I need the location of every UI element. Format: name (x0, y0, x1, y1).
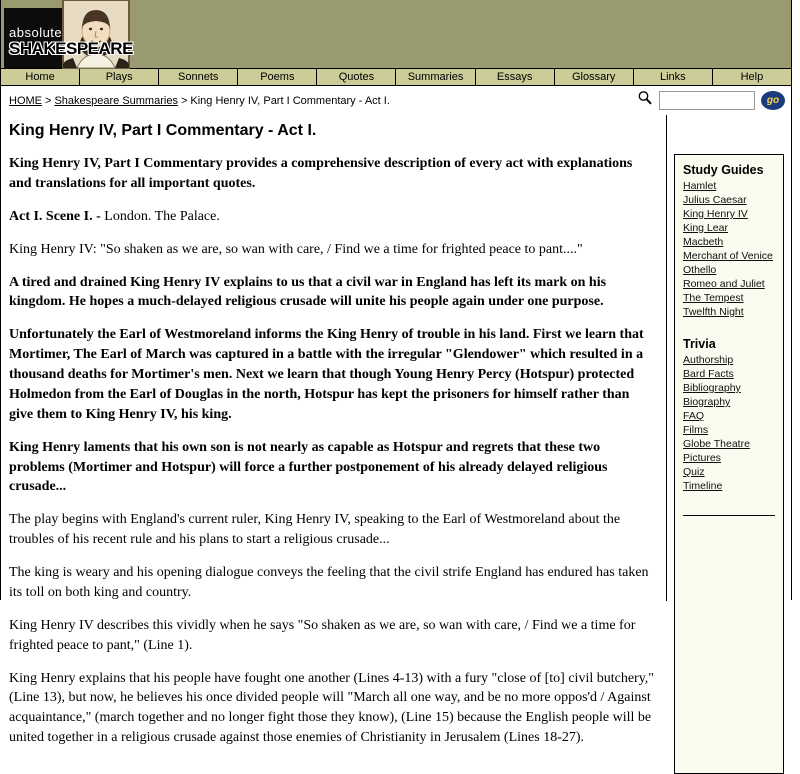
nav-item-glossary[interactable]: Glossary (555, 69, 634, 85)
commentary-paragraph: King Henry IV, Part I Commentary provides a comprehensive description of every act with explanations and translations for all important quotes. (9, 156, 633, 191)
commentary-paragraph: King Henry IV: "So shaken as we are, so wan with care, / Find we a time for frighted peace to pant...." (9, 241, 583, 257)
breadcrumb-current: King Henry IV, Part I Commentary - Act I. (190, 94, 390, 107)
sidebar-link-timeline[interactable]: Timeline (683, 480, 723, 492)
nav-item-summaries[interactable]: Summaries (396, 69, 475, 85)
nav-item-links[interactable]: Links (634, 69, 713, 85)
logo-text (9, 26, 133, 58)
sidebar-divider (683, 515, 775, 516)
sidebar-link-faq[interactable]: FAQ (683, 410, 705, 422)
nav-item-sonnets[interactable]: Sonnets (159, 69, 238, 85)
sidebar-section (683, 163, 777, 319)
breadcrumb (9, 95, 390, 107)
breadcrumb-link-summaries[interactable]: Shakespeare Summaries (54, 94, 178, 107)
sidebar-link-globe-theatre[interactable]: Globe Theatre (683, 438, 750, 450)
nav-item-quotes[interactable]: Quotes (317, 69, 396, 85)
commentary-paragraph: Act I. Scene I. - London. The Palace. (9, 208, 220, 224)
nav-item-essays[interactable]: Essays (476, 69, 555, 85)
sidebar-section-title: Study Guides (683, 163, 764, 177)
breadcrumb-separator: > (45, 94, 52, 107)
logo-word-absolute: absolute (9, 25, 63, 40)
nav-item-help[interactable]: Help (740, 71, 764, 83)
commentary-paragraph: The king is weary and his opening dialogue conveys the feeling that the civil strife England has endured has taken its toll on both king and country. (9, 565, 649, 600)
article-body (9, 154, 657, 748)
content-row (1, 115, 791, 746)
breadcrumb-separator: > (180, 94, 188, 107)
search-input[interactable] (659, 91, 755, 110)
toolbar-row (1, 86, 791, 115)
sidebar-link-romeo-and-juliet[interactable]: Romeo and Juliet (683, 278, 765, 290)
commentary-paragraph: A tired and drained King Henry IV explains to us that a civil war in England has left its mark on his kingdom. He hopes a much-delayed religious crusade will unite his people again under one purpose. (9, 274, 607, 310)
sidebar (667, 115, 791, 601)
magnifier-icon (637, 90, 653, 111)
sidebar-link-biography[interactable]: Biography (683, 396, 731, 408)
sidebar-link-othello[interactable]: Othello (683, 264, 717, 276)
sidebar-link-films[interactable]: Films (683, 424, 709, 436)
sidebar-link-twelfth-night[interactable]: Twelfth Night (683, 306, 744, 318)
sidebar-link-the-tempest[interactable]: The Tempest (683, 292, 744, 304)
sidebar-link-bard-facts[interactable]: Bard Facts (683, 368, 734, 380)
sidebar-link-hamlet[interactable]: Hamlet (683, 180, 717, 192)
sidebar-link-authorship[interactable]: Authorship (683, 354, 734, 366)
commentary-paragraph: King Henry explains that his people have fought one another (Lines 4-13) with a fury "close of [to] civil butchery," (Line 13), but now, he believes his once divided people will "March all one way, and be no more oppos'd / Against acquaintance," (march together and no longer fight those they know), (Line 15) because the English people will be united together in a religious crusade against those enemies of Christianity in Jerusalem (Lines 18-27). (9, 670, 655, 746)
commentary-paragraph: King Henry IV describes this vividly when he says "So shaken as we are, so wan with care, / Find we a time for frighted peace to pant," (Line 1). (9, 617, 636, 653)
logo-word-shakespeare: SHAKESPEARE (9, 39, 133, 58)
page-title: King Henry IV, Part I Commentary - Act I. (9, 122, 317, 139)
search-area (637, 90, 785, 111)
sidebar-link-merchant-of-venice[interactable]: Merchant of Venice (683, 250, 773, 262)
commentary-paragraph: The play begins with England's current ruler, King Henry IV, speaking to the Earl of Westmoreland about the troubles of his recent rule and his plans to start a religious crusade... (9, 512, 621, 548)
nav-item-poems[interactable]: Poems (238, 69, 317, 85)
site-header (1, 0, 791, 69)
breadcrumb-link-home[interactable]: HOME (9, 94, 42, 107)
sidebar-box (674, 154, 784, 774)
sidebar-link-quiz[interactable]: Quiz (683, 466, 705, 478)
sidebar-link-macbeth[interactable]: Macbeth (683, 236, 724, 248)
sidebar-section-title: Trivia (683, 337, 716, 351)
sidebar-link-bibliography[interactable]: Bibliography (683, 382, 741, 394)
search-go-button[interactable]: go (761, 91, 785, 110)
nav-item-plays[interactable]: Plays (80, 69, 159, 85)
article (1, 115, 667, 746)
commentary-paragraph: King Henry laments that his own son is not nearly as capable as Hotspur and regrets that these two problems (Mortimer and Hotspur) will force a further postponement of his already delayed religious crusade... (9, 439, 608, 495)
sidebar-section (683, 337, 777, 493)
commentary-paragraph: Unfortunately the Earl of Westmoreland informs the King Henry of trouble in his land. First we learn that Mortimer, The Earl of March was captured in a battle with the irregular "Glendower" which resulted in a thousand deaths for Mortimer's men. Next we learn that though Young Henry Percy (Hotspur) protected Holmedon from the Earl of Douglas in the north, Hotspur has kept the prisoners for himself rather than give them to King Henry IV, his king. (9, 327, 644, 422)
sidebar-link-julius-caesar[interactable]: Julius Caesar (683, 194, 747, 206)
sidebar-link-king-lear[interactable]: King Lear (683, 222, 728, 234)
nav-item-home[interactable]: Home (1, 69, 80, 85)
sidebar-link-king-henry-iv[interactable]: King Henry IV (683, 208, 748, 220)
sidebar-link-pictures[interactable]: Pictures (683, 452, 721, 464)
